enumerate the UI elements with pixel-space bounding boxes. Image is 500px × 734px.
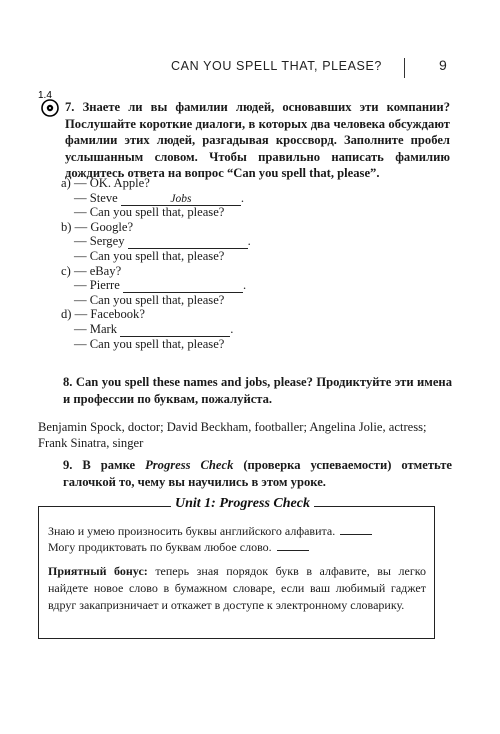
dialog-b-company: b) — Google? [61, 219, 134, 234]
dialog-list [61, 176, 251, 351]
dialog-a-name: — Steve Jobs . [74, 190, 245, 205]
task-9 [63, 457, 452, 490]
task-8 [63, 374, 452, 407]
checkmark-blank-1[interactable] [340, 524, 372, 535]
bonus-label: Приятный бонус: [48, 564, 148, 578]
running-title: CAN YOU SPELL THAT, PLEASE? [171, 59, 382, 73]
page-number: 9 [439, 57, 447, 73]
dialog-b-name: — Sergey . [74, 234, 251, 249]
bonus-note [48, 563, 426, 615]
task-7-instructions: Знаете ли вы фамилии людей, основавших эти компании? Послушайте короткие диалоги, в которых два человека обсуждают фамилии этих людей, разгадывая кроссворд. Заполните пробел услышанным словом. Чтобы правильно написать фамилию дождитесь ответа на вопрос “Can you spell that, please”. [65, 100, 450, 180]
task-7 [65, 99, 450, 182]
progress-item-1: Знаю и умею произносить буквы английского алфавита. [48, 523, 372, 539]
audio-cd-icon [41, 99, 59, 117]
dialog-c-name: — Pierre . [74, 278, 247, 293]
task-9-text-after: (проверка успеваемости) отметьте галочкой то, чему вы научились в этом уроке. [63, 458, 452, 489]
checkmark-blank-2[interactable] [277, 540, 309, 551]
task-9-number: 9. [63, 458, 73, 472]
dialog-a-company: a) — OK. Apple? [61, 176, 150, 190]
dialog-c-question: — Can you spell that, please? [74, 292, 225, 307]
task-9-italic: Progress Check [145, 458, 234, 472]
dialog-b-question: — Can you spell that, please? [74, 248, 225, 263]
task-7-number: 7. [65, 100, 75, 114]
dialog-d-company: d) — Facebook? [61, 307, 145, 322]
answer-blank-d[interactable] [120, 324, 230, 337]
header-divider [404, 58, 405, 78]
dialog-c-company: c) — eBay? [61, 263, 122, 278]
dialog-d-name: — Mark . [74, 321, 234, 336]
progress-item-2: Могу продиктовать по буквам любое слово. [48, 539, 309, 555]
answer-blank-b[interactable] [128, 236, 248, 249]
audio-track-label: 1.4 [38, 90, 52, 101]
answer-blank-a[interactable]: Jobs [121, 193, 241, 206]
names-list: Benjamin Spock, doctor; David Beckham, footballer; Angelina Jolie, actress; Frank Sinatra, singer [38, 420, 427, 450]
answer-blank-c[interactable] [123, 280, 243, 293]
task-9-text-before: В рамке [82, 458, 136, 472]
bonus-text: теперь зная порядок букв в алфавите, вы легко найдете новое слово в бумажном словаре, если ваш любимый гаджет вдруг закапризничает и откажет в доступе к электронному словарику. [48, 564, 426, 613]
dialog-a-question: — Can you spell that, please? [74, 205, 225, 220]
task-8-instructions: Can you spell these names and jobs, please? Продиктуйте эти имена и профессии по буквам, пожалуйста. [63, 375, 452, 406]
page-header [0, 52, 500, 78]
progress-check-box [38, 496, 435, 639]
task-8-number: 8. [63, 375, 73, 389]
progress-check-title: Unit 1: Progress Check [171, 496, 314, 512]
dialog-d-question: — Can you spell that, please? [74, 336, 225, 351]
